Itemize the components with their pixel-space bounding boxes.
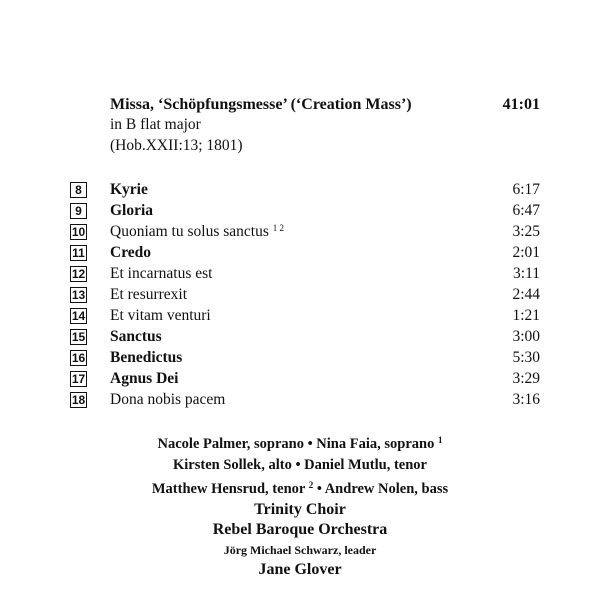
soloists-line-1 bbox=[0, 430, 600, 455]
soloist-footnote: 1 2 bbox=[272, 222, 284, 233]
soloists-names-1: Nacole Palmer, soprano • Nina Faia, soprano bbox=[157, 436, 435, 452]
soloists-names-3b: • Andrew Nolen, bass bbox=[316, 481, 449, 497]
soloists-line-2: Kirsten Sollek, alto • Daniel Mutlu, tenor bbox=[173, 456, 427, 473]
track-title: Agnus Dei bbox=[110, 369, 179, 387]
work-header bbox=[110, 96, 540, 156]
track-row bbox=[70, 263, 540, 284]
soloists-line-3 bbox=[0, 475, 600, 500]
choir-name: Trinity Choir bbox=[254, 500, 346, 518]
title-row bbox=[110, 96, 540, 114]
track-row bbox=[70, 200, 540, 221]
track-duration: 1:21 bbox=[512, 306, 540, 324]
track-duration: 6:17 bbox=[512, 180, 540, 198]
orchestra-name: Rebel Baroque Orchestra bbox=[212, 520, 388, 538]
track-title: Sanctus bbox=[110, 327, 162, 345]
conductor-name: Jane Glover bbox=[258, 560, 342, 578]
track-duration: 3:16 bbox=[512, 390, 540, 408]
track-duration: 6:47 bbox=[512, 201, 540, 219]
track-list bbox=[70, 179, 540, 410]
track-title: Et vitam venturi bbox=[110, 306, 211, 324]
track-title: Credo bbox=[110, 243, 152, 261]
track-number-box: 10 bbox=[71, 224, 86, 239]
soloists-names-3a: Matthew Hensrud, tenor bbox=[151, 481, 306, 497]
soloist-footnote: 2 bbox=[308, 480, 314, 490]
track-number-box: 14 bbox=[71, 308, 86, 323]
work-key: in B flat major bbox=[110, 116, 201, 133]
track-number-box: 11 bbox=[70, 245, 87, 261]
track-row bbox=[70, 389, 540, 410]
track-row bbox=[70, 326, 540, 347]
track-row bbox=[70, 368, 540, 389]
track-row bbox=[70, 305, 540, 326]
track-number-box: 12 bbox=[71, 266, 86, 281]
track-row bbox=[70, 242, 540, 263]
track-number-box: 13 bbox=[71, 287, 86, 302]
track-duration: 5:30 bbox=[512, 348, 540, 366]
track-duration: 2:44 bbox=[512, 285, 540, 303]
track-duration: 3:29 bbox=[512, 369, 540, 387]
track-duration: 3:25 bbox=[512, 222, 540, 240]
track-title: Kyrie bbox=[110, 180, 148, 198]
track-title: Gloria bbox=[110, 201, 154, 219]
performer-credits bbox=[0, 430, 600, 580]
soloist-footnote: 1 bbox=[437, 435, 443, 445]
work-title: Missa, ‘Schöpfungsmesse’ (‘Creation Mass’) bbox=[110, 96, 412, 113]
track-row bbox=[70, 221, 540, 242]
track-title: Et resurrexit bbox=[110, 285, 188, 303]
total-duration: 41:01 bbox=[502, 96, 540, 113]
track-title: Et incarnatus est bbox=[110, 264, 213, 282]
track-number-box: 17 bbox=[71, 371, 86, 386]
track-row bbox=[70, 179, 540, 200]
track-row bbox=[70, 347, 540, 368]
track-number-box: 16 bbox=[71, 350, 86, 365]
track-number-box: 9 bbox=[70, 203, 87, 219]
track-duration: 2:01 bbox=[512, 243, 540, 261]
track-title: Quoniam tu solus sanctus bbox=[110, 222, 269, 240]
track-number-box: 8 bbox=[70, 182, 87, 198]
track-title: Benedictus bbox=[110, 348, 183, 366]
work-catalog: (Hob.XXII:13; 1801) bbox=[110, 137, 243, 154]
track-row bbox=[70, 284, 540, 305]
track-duration: 3:11 bbox=[513, 264, 540, 282]
track-title: Dona nobis pacem bbox=[110, 390, 226, 408]
track-title-wrap bbox=[110, 223, 512, 241]
track-duration: 3:00 bbox=[512, 327, 540, 345]
orchestra-leader: Jörg Michael Schwarz, leader bbox=[223, 542, 377, 557]
track-number-box: 18 bbox=[71, 392, 86, 407]
track-number-box: 15 bbox=[71, 329, 86, 344]
